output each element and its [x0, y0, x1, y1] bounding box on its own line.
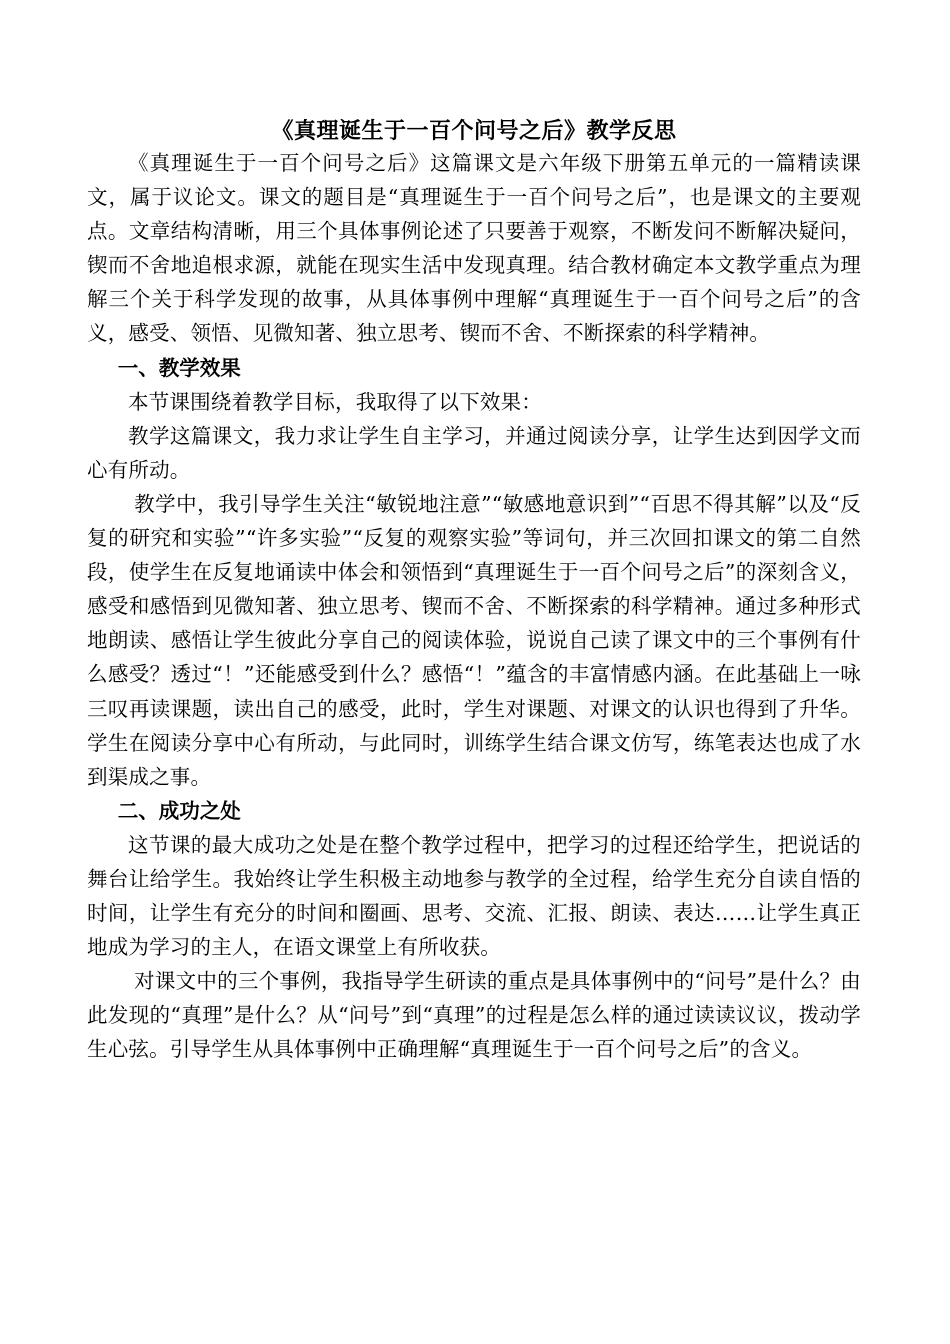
- paragraph: 本节课围绕着教学目标，我取得了以下效果：: [128, 389, 542, 414]
- section-heading-success: 二、成功之处: [117, 798, 241, 823]
- paragraph: 这节课的最大成功之处是在整个教学过程中，把学习的过程还给学生，把说话的舞台让给学生。我始终让学生积极主动地参与教学的全过程，给学生充分自读自悟的时间，让学生有充分的时间和圈画、思考、交流、汇报、朗读、表达……让学生真正地成为学习的主人，在语文课堂上有所收获。: [87, 832, 861, 960]
- intro-paragraph: 《真理诞生于一百个问号之后》这篇课文是六年级下册第五单元的一篇精读课文，属于议论文。课文的题目是“真理诞生于一百个问号之后”，也是课文的主要观点。文章结构清晰，用三个具体事例论述了只要善于观察，不断发问不断解决疑问，锲而不舍地追根求源，就能在现实生活中发现真理。结合教材确定本文教学重点为理解三个关于科学发现的故事，从具体事例中理解“真理诞生于一百个问号之后”的含义，感受、领悟、见微知著、独立思考、锲而不舍、不断探索的科学精神。: [87, 151, 861, 346]
- document-title: 《真理诞生于一百个问号之后》教学反思: [271, 118, 677, 144]
- section-heading-teaching-effect: 一、教学效果: [117, 355, 241, 380]
- paragraph: 对课文中的三个事例，我指导学生研读的重点是具体事例中的“问号”是什么？由此发现的“真理”是什么？从“问号”到“真理”的过程是怎么样的通过读读议议，拨动学生心弦。引导学生从具体事例中正确理解“真理诞生于一百个问号之后”的含义。: [87, 969, 861, 1062]
- paragraph: 教学中，我引导学生关注“敏锐地注意”“敏感地意识到”“百思不得其解”以及“反复的研究和实验”“许多实验”“反复的观察实验”等词句，并三次回扣课文的第二自然段，使学生在反复地诵读中体会和领悟到“真理诞生于一百个问号之后”的深刻含义，感受和感悟到见微知著、独立思考、锲而不舍、不断探索的科学精神。通过多种形式地朗读、感悟让学生彼此分享自己的阅读体验，说说自己读了课文中的三个事例有什么感受？透过“！”还能感受到什么？感悟“！”蕴含的丰富情感内涵。在此基础上一咏三叹再读课题，读出自己的感受，此时，学生对课题、对课文的认识也得到了升华。学生在阅读分享中心有所动，与此同时，训练学生结合课文仿写，练笔表达也成了水到渠成之事。: [87, 491, 861, 789]
- document-page: [87, 116, 861, 1067]
- paragraph: 教学这篇课文，我力求让学生自主学习，并通过阅读分享，让学生达到因学文而心有所动。: [87, 423, 861, 482]
